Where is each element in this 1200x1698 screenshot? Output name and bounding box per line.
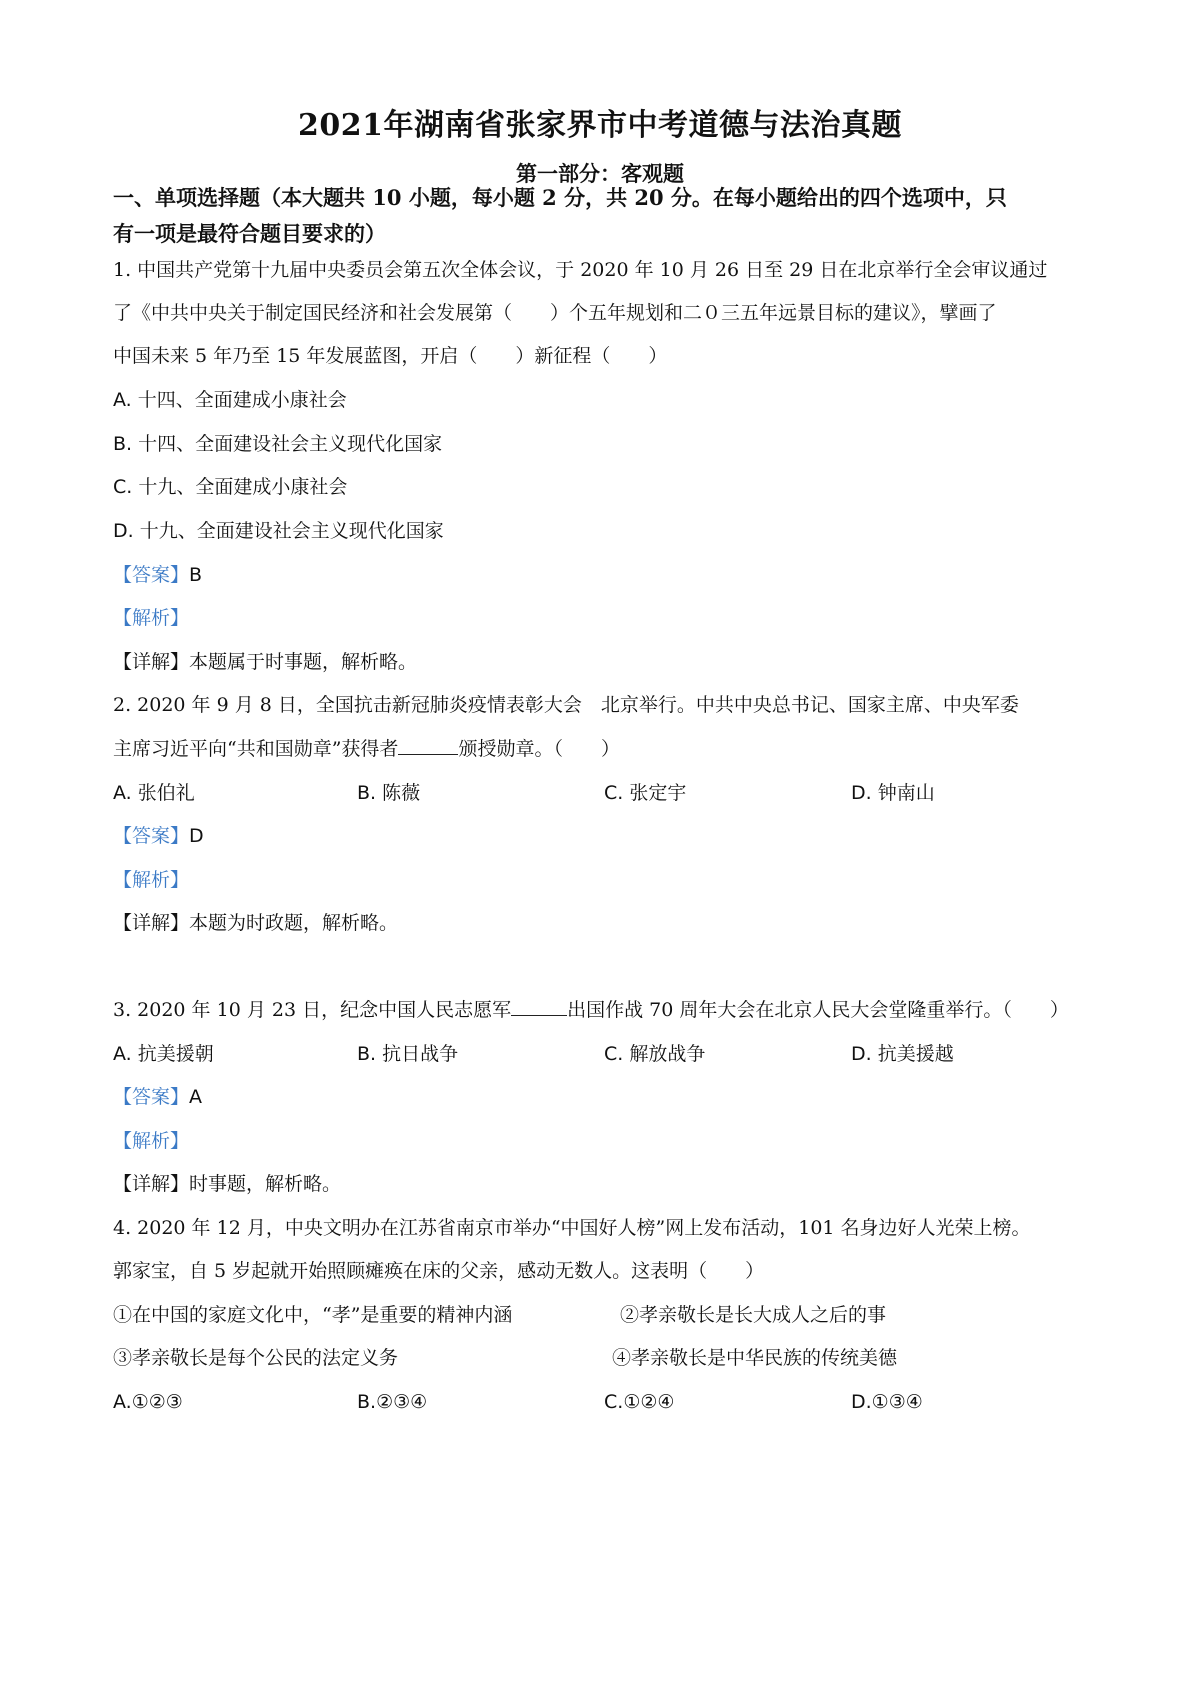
option-letter: B. <box>113 433 133 455</box>
option-text: 抗美援越 <box>877 1043 954 1065</box>
option-letter: A. <box>113 782 132 804</box>
q1-option-b <box>113 430 1103 458</box>
answer-tag: 【答案】 <box>113 1086 190 1108</box>
option-text: ①②③ <box>131 1391 183 1413</box>
q2-option-b <box>357 779 420 807</box>
q3-analysis-tag: 【解析】 <box>113 1130 190 1152</box>
document-title: 2021年湖南省张家界市中考道德与法治真题 <box>298 108 902 143</box>
q2-analysis-tag: 【解析】 <box>113 869 190 891</box>
option-text: 抗美援朝 <box>137 1043 214 1065</box>
option-letter: B. <box>357 1043 377 1065</box>
q1-option-d <box>113 517 1103 545</box>
answer-value: D <box>189 825 204 847</box>
q4-statement-2: ②孝亲敬长是长大成人之后的事 <box>620 1304 887 1326</box>
answer-tag: 【答案】 <box>113 825 190 847</box>
q2-stem-part-a: 主席习近平向“共和国勋章”获得者 <box>113 738 399 760</box>
option-text: 陈薇 <box>382 782 421 804</box>
q3-answer <box>113 1083 1103 1111</box>
option-letter: A. <box>113 1043 132 1065</box>
option-text: ②③④ <box>376 1391 428 1413</box>
q1-detail <box>113 648 1103 676</box>
option-text: 十四、全面建设社会主义现代化国家 <box>138 433 443 455</box>
detail-text: 本题为时政题，解析略。 <box>189 912 399 934</box>
option-text: 张定宇 <box>629 782 687 804</box>
q2-option-a <box>113 779 195 807</box>
q4-option-d <box>851 1388 923 1416</box>
option-letter: D. <box>113 520 134 542</box>
q2-option-c <box>604 779 686 807</box>
q1-option-a <box>113 386 1103 414</box>
answer-value: A <box>189 1086 203 1108</box>
q4-stem-line-1: 4. 2020 年 12 月，中央文明办在江苏省南京市举办“中国好人榜”网上发布活动，101 名身边好人光荣上榜。 <box>113 1217 1031 1239</box>
q1-analysis-tag: 【解析】 <box>113 607 190 629</box>
q2-stem-line-1: 2. 2020 年 9 月 8 日，全国抗击新冠肺炎疫情表彰大会 北京举行。中共中央总书记、国家主席、中央军委 <box>113 694 1019 716</box>
option-letter: B. <box>357 782 377 804</box>
option-text: 十四、全面建成小康社会 <box>137 389 347 411</box>
q2-detail <box>113 909 1103 937</box>
q4-option-a <box>113 1388 183 1416</box>
detail-tag: 【详解】 <box>113 651 190 673</box>
q2-answer <box>113 822 1103 850</box>
q3-option-b <box>357 1040 458 1068</box>
q3-stem-part-a: 3. 2020 年 10 月 23 日，纪念中国人民志愿军 <box>113 999 512 1021</box>
option-text: ①②④ <box>623 1391 675 1413</box>
option-text: 钟南山 <box>877 782 935 804</box>
q3-stem-part-b: 出国作战 70 周年大会在北京人民大会堂隆重举行。（ ） <box>567 999 1069 1021</box>
q1-stem-line-2: 了《中共中央关于制定国民经济和社会发展第（ ）个五年规划和二０三五年远景目标的建议》，擘画了 <box>113 302 997 324</box>
q4-option-c <box>604 1388 674 1416</box>
option-letter: C. <box>604 1043 624 1065</box>
answer-tag: 【答案】 <box>113 564 190 586</box>
q2-option-d <box>851 779 935 807</box>
option-text: 张伯礼 <box>137 782 195 804</box>
q3-option-a <box>113 1040 214 1068</box>
option-text: 十九、全面建成小康社会 <box>138 476 348 498</box>
section-heading-line-2: 有一项是最符合题目要求的） <box>113 221 386 246</box>
detail-tag: 【详解】 <box>113 1173 190 1195</box>
option-text: 十九、全面建设社会主义现代化国家 <box>139 520 444 542</box>
q3-stem-line-1 <box>113 996 1103 1024</box>
q3-option-c <box>604 1040 705 1068</box>
q2-stem-line-2 <box>113 735 1103 763</box>
answer-value: B <box>189 564 203 586</box>
section-heading-line-1: 一、单项选择题（本大题共 10 小题，每小题 2 分，共 20 分。在每小题给出的四个选项中，只 <box>113 185 1007 210</box>
q1-answer <box>113 561 1103 589</box>
option-letter: C. <box>113 476 133 498</box>
fill-in-blank <box>398 736 458 755</box>
option-letter: D. <box>851 782 872 804</box>
q1-stem-line-3: 中国未来 5 年乃至 15 年发展蓝图，开启（ ）新征程（ ） <box>113 345 668 367</box>
option-letter: A. <box>113 1391 132 1413</box>
option-text: ①③④ <box>871 1391 923 1413</box>
q4-stem-line-2: 郭家宝，自 5 岁起就开始照顾瘫痪在床的父亲，感动无数人。这表明（ ） <box>113 1260 765 1282</box>
q2-stem-part-b: 颁授勋章。（ ） <box>458 738 620 760</box>
option-text: 抗日战争 <box>382 1043 459 1065</box>
q1-stem-line-1: 1. 中国共产党第十九届中央委员会第五次全体会议，于 2020 年 10 月 26 日至 29 日在北京举行全会审议通过 <box>113 259 1048 281</box>
option-letter: D. <box>851 1043 872 1065</box>
q1-option-c <box>113 473 1103 501</box>
detail-tag: 【详解】 <box>113 912 190 934</box>
q4-option-b <box>357 1388 427 1416</box>
q4-statement-4: ④孝亲敬长是中华民族的传统美德 <box>612 1347 898 1369</box>
option-letter: C. <box>604 782 624 804</box>
q3-detail <box>113 1170 1103 1198</box>
option-letter: C. <box>604 1391 624 1413</box>
option-letter: D. <box>851 1391 872 1413</box>
detail-text: 时事题，解析略。 <box>189 1173 342 1195</box>
detail-text: 本题属于时事题，解析略。 <box>189 651 418 673</box>
fill-in-blank <box>511 997 567 1016</box>
option-letter: A. <box>113 389 132 411</box>
option-letter: B. <box>357 1391 377 1413</box>
option-text: 解放战争 <box>629 1043 706 1065</box>
q4-statement-3: ③孝亲敬长是每个公民的法定义务 <box>113 1347 399 1369</box>
q3-option-d <box>851 1040 954 1068</box>
part-heading: 第一部分：客观题 <box>516 161 684 186</box>
q4-statement-1: ①在中国的家庭文化中，“孝”是重要的精神内涵 <box>113 1304 513 1326</box>
